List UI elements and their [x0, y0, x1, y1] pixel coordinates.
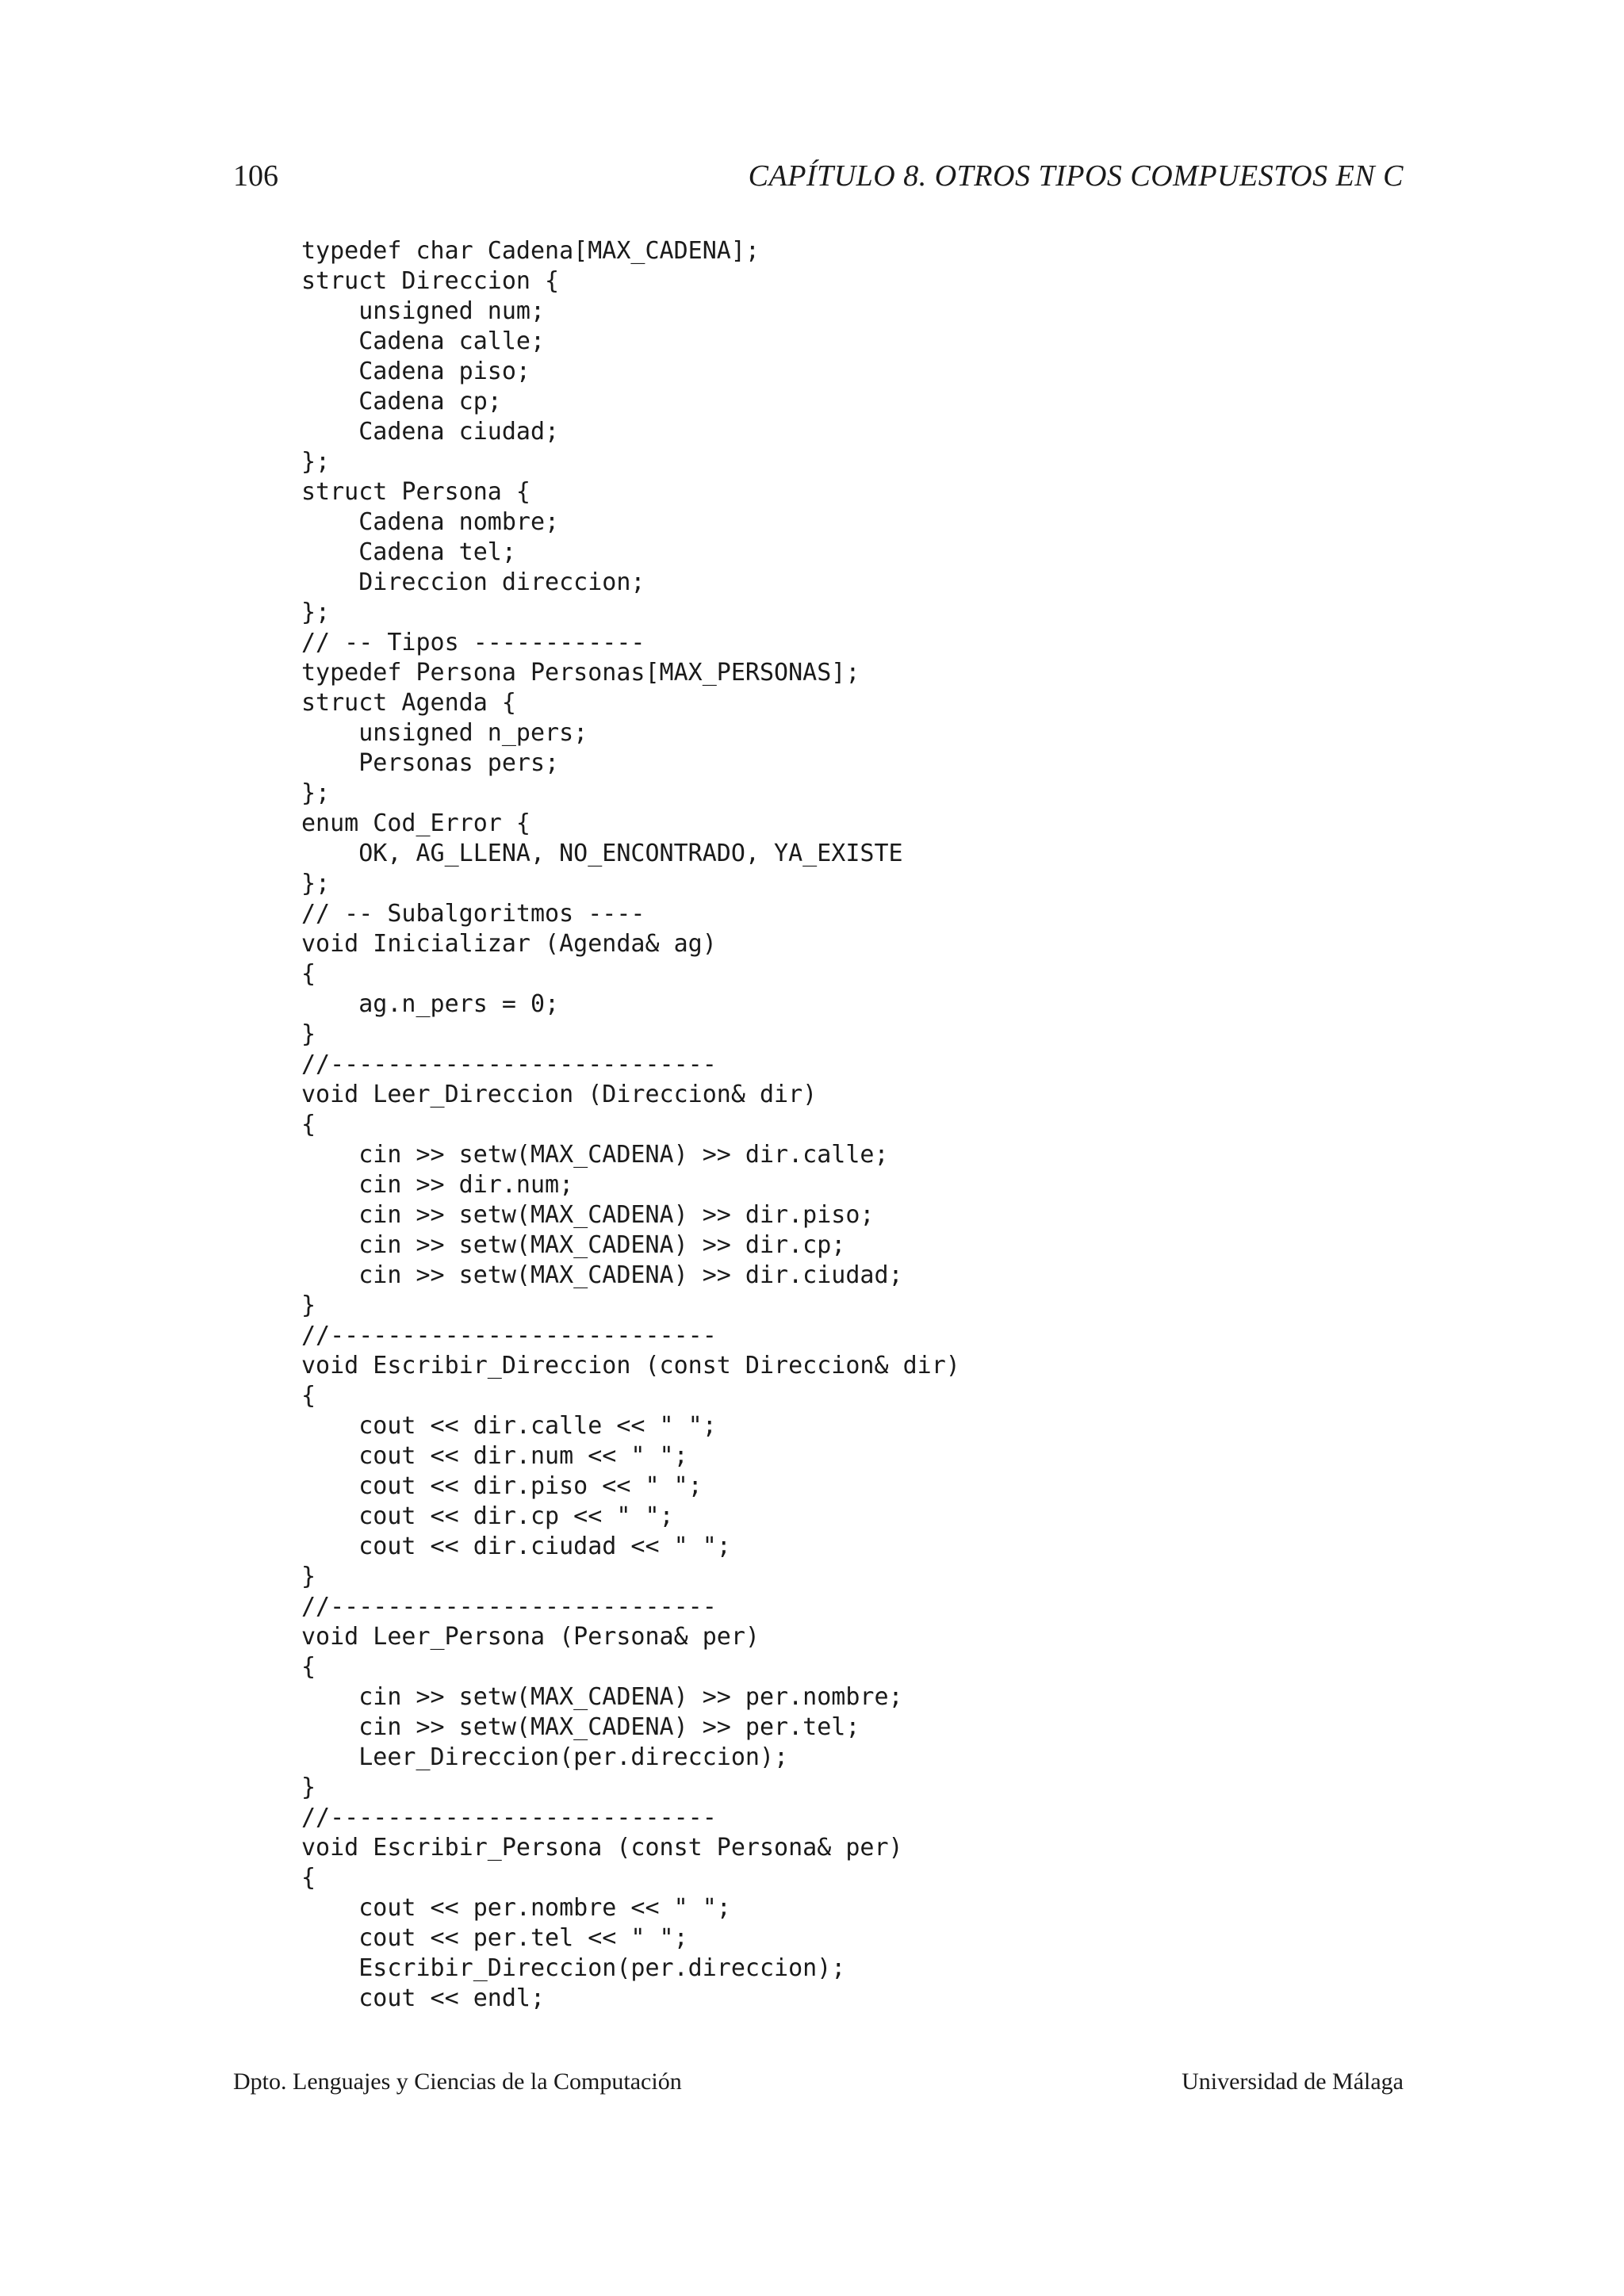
code-line: Personas pers; [301, 749, 560, 777]
footer-university: Universidad de Málaga [1182, 2068, 1404, 2095]
code-line: cout << dir.piso << " "; [301, 1472, 703, 1500]
code-line: void Escribir_Direccion (const Direccion& dir) [301, 1352, 960, 1380]
code-line: ag.n_pers = 0; [301, 990, 560, 1018]
code-line: cin >> setw(MAX_CADENA) >> dir.ciudad; [301, 1261, 903, 1289]
code-line: cin >> setw(MAX_CADENA) >> per.tel; [301, 1713, 860, 1741]
code-line: } [301, 1774, 316, 1801]
code-line: { [301, 1382, 316, 1410]
page-header [233, 155, 1404, 197]
code-line: { [301, 1111, 316, 1138]
code-line: //--------------------------- [301, 1593, 717, 1621]
code-line: { [301, 1653, 316, 1681]
code-line: }; [301, 599, 331, 626]
code-line: cin >> setw(MAX_CADENA) >> dir.cp; [301, 1231, 846, 1259]
code-line: unsigned n_pers; [301, 719, 588, 747]
code-line: typedef char Cadena[MAX_CADENA]; [301, 237, 760, 265]
code-line: cout << dir.ciudad << " "; [301, 1533, 731, 1560]
code-line: cout << per.nombre << " "; [301, 1894, 731, 1922]
code-line: void Leer_Direccion (Direccion& dir) [301, 1081, 818, 1108]
code-line: Cadena piso; [301, 358, 530, 385]
page-footer [233, 2064, 1404, 2099]
code-line: { [301, 960, 316, 988]
code-line: typedef Persona Personas[MAX_PERSONAS]; [301, 659, 860, 687]
code-line: Cadena tel; [301, 538, 516, 566]
code-line: Cadena cp; [301, 388, 502, 415]
code-line: // -- Tipos ------------ [301, 629, 645, 656]
code-line: cin >> setw(MAX_CADENA) >> per.nombre; [301, 1683, 903, 1711]
code-line: Leer_Direccion(per.direccion); [301, 1743, 789, 1771]
code-line: cin >> setw(MAX_CADENA) >> dir.piso; [301, 1201, 875, 1229]
code-line: cout << dir.cp << " "; [301, 1502, 674, 1530]
code-line: //--------------------------- [301, 1050, 717, 1078]
code-line: struct Direccion { [301, 267, 560, 295]
code-line: struct Persona { [301, 478, 530, 506]
code-line: struct Agenda { [301, 689, 516, 717]
code-line: cin >> setw(MAX_CADENA) >> dir.calle; [301, 1141, 889, 1169]
code-line: }; [301, 870, 331, 897]
chapter-title: CAPÍTULO 8. OTROS TIPOS COMPUESTOS EN C [748, 159, 1404, 193]
code-line: cin >> dir.num; [301, 1171, 574, 1199]
code-line: // -- Subalgoritmos ---- [301, 900, 645, 928]
code-line: enum Cod_Error { [301, 809, 530, 837]
code-line: OK, AG_LLENA, NO_ENCONTRADO, YA_EXISTE [301, 840, 903, 867]
code-line: Escribir_Direccion(per.direccion); [301, 1954, 846, 1982]
code-line: } [301, 1292, 316, 1319]
code-line: Direccion direccion; [301, 568, 645, 596]
code-line: cout << per.tel << " "; [301, 1924, 688, 1952]
code-line: unsigned num; [301, 297, 546, 325]
code-line: Cadena ciudad; [301, 418, 560, 446]
footer-department: Dpto. Lenguajes y Ciencias de la Computación [233, 2068, 682, 2095]
code-line: //--------------------------- [301, 1804, 717, 1831]
code-line: }; [301, 779, 331, 807]
code-line: cout << dir.num << " "; [301, 1442, 688, 1470]
code-line: { [301, 1864, 316, 1892]
code-line: //--------------------------- [301, 1322, 717, 1349]
code-line: } [301, 1563, 316, 1590]
code-line: cout << endl; [301, 1984, 546, 2012]
code-line: cout << dir.calle << " "; [301, 1412, 717, 1440]
code-line: void Escribir_Persona (const Persona& per) [301, 1834, 903, 1862]
code-line: void Inicializar (Agenda& ag) [301, 930, 717, 958]
code-line: void Leer_Persona (Persona& per) [301, 1623, 760, 1651]
code-line: Cadena nombre; [301, 508, 560, 536]
code-listing [301, 236, 960, 2014]
code-line: } [301, 1020, 316, 1048]
code-line: }; [301, 448, 331, 476]
code-line: Cadena calle; [301, 327, 546, 355]
page-number: 106 [233, 159, 278, 193]
